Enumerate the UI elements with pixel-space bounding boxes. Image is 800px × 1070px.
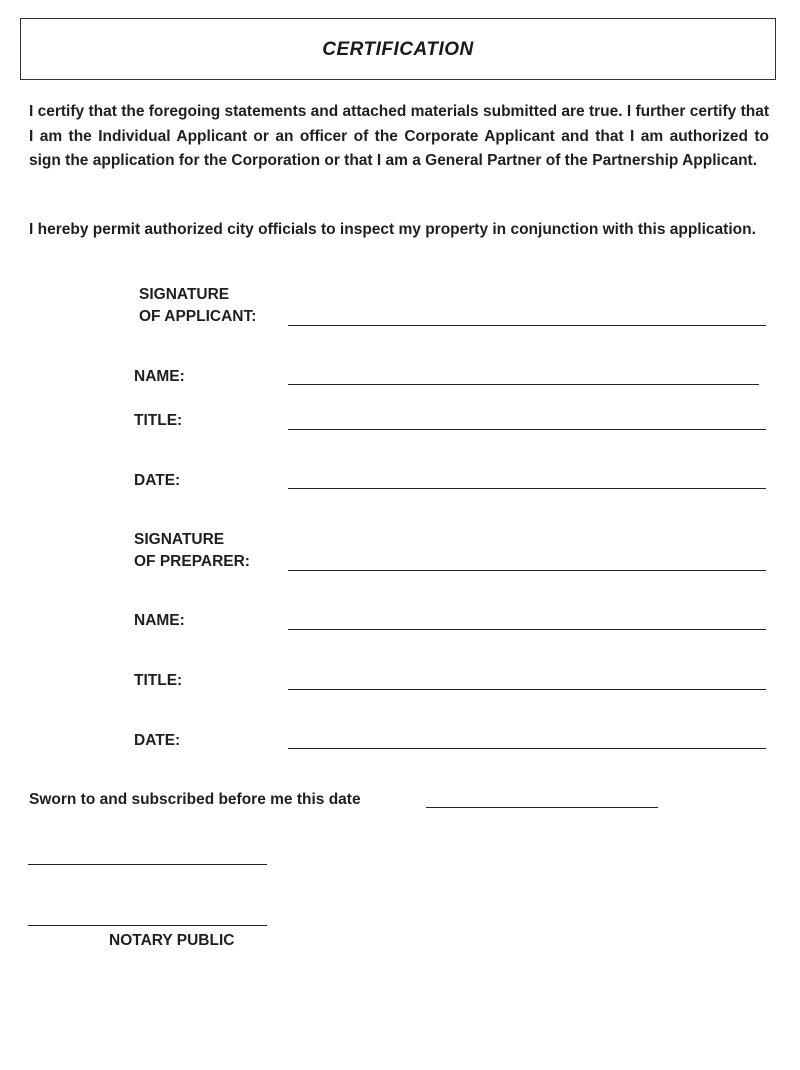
notary-signature-line[interactable] xyxy=(28,864,267,865)
preparer-title-line[interactable] xyxy=(288,689,766,690)
page-title: CERTIFICATION xyxy=(322,39,474,60)
preparer-name-line[interactable] xyxy=(288,629,766,630)
preparer-signature-line[interactable] xyxy=(288,570,766,571)
applicant-date-line[interactable] xyxy=(288,488,766,489)
preparer-title-label: TITLE: xyxy=(134,672,183,689)
preparer-date-line[interactable] xyxy=(288,748,766,749)
preparer-date-label: DATE: xyxy=(134,732,181,749)
header-box xyxy=(20,18,776,80)
preparer-name-label: NAME: xyxy=(134,612,185,629)
applicant-signature-label-line1: SIGNATURE xyxy=(139,286,230,303)
applicant-name-line[interactable] xyxy=(288,384,759,385)
sworn-date-line[interactable] xyxy=(426,807,658,808)
notary-seal-line[interactable] xyxy=(28,925,267,926)
sworn-statement: Sworn to and subscribed before me this date xyxy=(29,791,361,808)
notary-public-label: NOTARY PUBLIC xyxy=(109,932,235,949)
inspection-permission-statement: I hereby permit authorized city officials to inspect my property in conjunction with this application. xyxy=(29,221,756,238)
applicant-signature-label-line2: OF APPLICANT: xyxy=(139,308,257,325)
applicant-title-line[interactable] xyxy=(288,429,766,430)
certification-statement: I certify that the foregoing statements and attached materials submitted are true. I further certify that I am the Individual Applicant or an officer of the Corporate Applicant and that I am authorized to sign the application for the Corporation or that I am a General Partner of the Partnership Applicant. xyxy=(29,103,769,169)
applicant-signature-line[interactable] xyxy=(288,325,766,326)
applicant-title-label: TITLE: xyxy=(134,412,183,429)
preparer-signature-label-line1: SIGNATURE xyxy=(134,531,225,548)
applicant-name-label: NAME: xyxy=(134,368,185,385)
applicant-date-label: DATE: xyxy=(134,472,181,489)
preparer-signature-label-line2: OF PREPARER: xyxy=(134,553,250,570)
